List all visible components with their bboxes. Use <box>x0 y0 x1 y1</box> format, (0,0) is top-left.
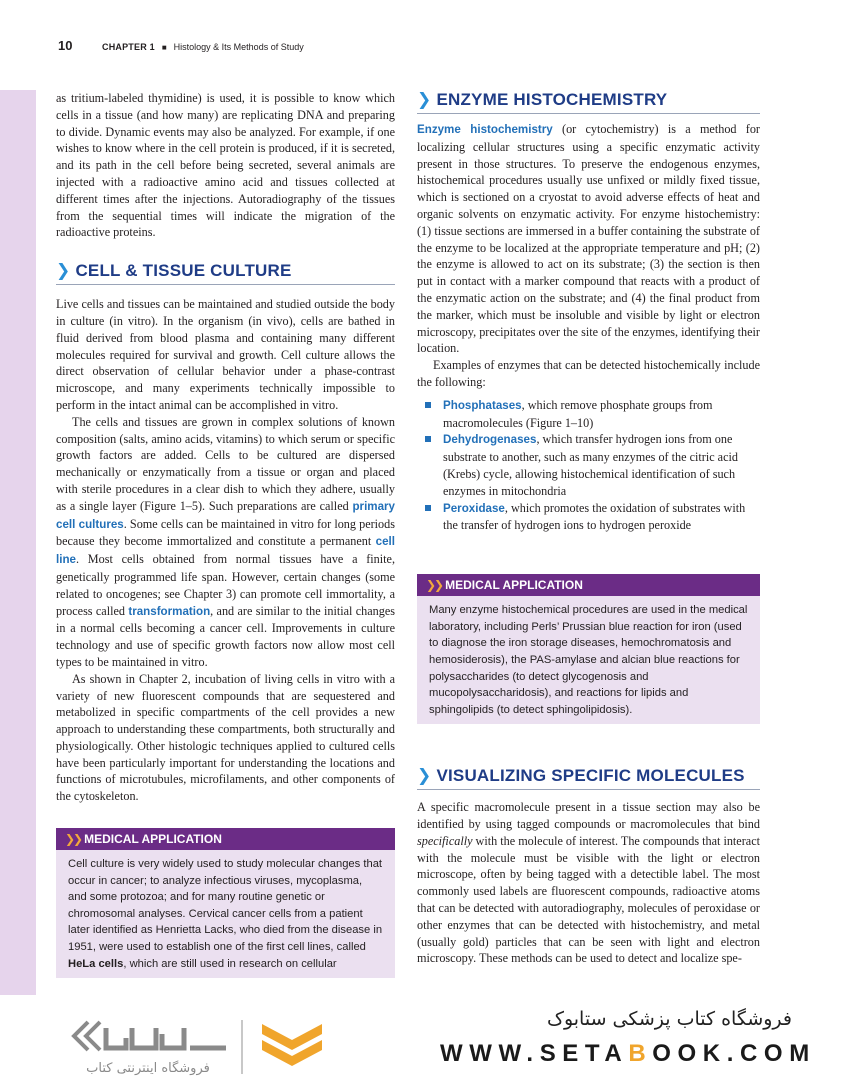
culture-paragraph-1: Live cells and tissues can be maintained and studied outside the body in culture (in vitro). In the organism (in vivo), cells are bathed in fluid derived from blood plasma and containing many different molecules required for survival and growth. Cell culture allows the direct observation of cellular behavior under a phase-contrast microscope, and many experiments technically impossible to perform in the intact animal can be accomplished in vitro. <box>56 297 395 412</box>
double-chevron-icon: ❯❯ <box>65 832 82 847</box>
list-item <box>423 431 760 499</box>
medical-application-text: Many enzyme histochemical procedures are used in the medical laboratory, including Perls’ Prussian blue reaction for iron (used to diagnose the iron storage diseases, hemochromatosis and hemosiderosis), the PAS-amylase and alcian blue reactions for polysaccharides (to detect glycogenosis and mucopolysaccharidosis), and reactions for lipids and sphingolipids (to detect sphingolipidosis). <box>429 604 748 716</box>
shop-name: فروشگاه کتاب پزشکی ستابوک <box>546 1008 792 1030</box>
running-header <box>58 38 304 56</box>
enzyme-paragraph-2: Examples of enzymes that can be detected histochemically include the following: <box>417 358 760 389</box>
medical-application-box-right <box>417 574 760 724</box>
url-accent-letter: B <box>628 1040 653 1067</box>
culture-paragraph-2 <box>56 414 395 671</box>
chevron-icon: ❯ <box>417 766 432 786</box>
chapter-side-tab <box>0 90 36 995</box>
text-run: , which transfer hydrogen ions from one substrate to another, such as many enzymes of the citric acid (Krebs) cycle, allowing histochemical identification of such enzymes in mitochondria <box>443 432 738 498</box>
bullet-square-icon <box>425 436 431 442</box>
keyword-hela-cells: HeLa cells <box>68 957 124 970</box>
medical-application-header <box>56 828 395 850</box>
page-number: 10 <box>58 38 73 53</box>
left-column <box>56 90 395 978</box>
enzyme-list <box>423 397 760 534</box>
text-run: . Most cells obtained from normal tissues have a finite, genetically programmed life span. However, certain changes (some related to oncogenes; see Chapter 3) can promote cell immortality, a process called <box>56 552 395 618</box>
chevron-icon: ❯ <box>417 90 432 109</box>
text-run: (or cytochemistry) is a method for localizing cellular structures using a specific enzymatic activity present in those structures. To preserve the endogenous enzymes, histochemical procedures usually use unfixed or mildly fixed tissue, which is sectioned on a cryostat to avoid adverse effects of heat and organic solvents on enzymatic activity. For enzyme histochemistry: (1) tissue sections are immersed in a buffer containing the substrate of the enzyme to be localized at the appropriate temperature and pH; (2) the enzyme is allowed to act on its substrate; (3) the section is then put in contact with a marker compound that reacts with a product of the enzymatic action on the substrate; and (4) the final product from the marker, which must be insoluble and visible by light or electron microscopy, precipitates over the site of the enzymes, identifying their location. <box>417 122 760 356</box>
molecules-paragraph <box>417 799 760 967</box>
medical-application-text <box>56 850 395 978</box>
keyword-cell-line: cell line <box>56 535 395 567</box>
keyword-phosphatases: Phosphatases <box>443 398 522 412</box>
text-run: , which remove phosphate groups from macromolecules (Figure 1–10) <box>443 397 713 430</box>
double-chevron-icon: ❯❯ <box>426 578 443 593</box>
chapter-title: Histology & Its Methods of Study <box>173 42 304 52</box>
text-run: The cells and tissues are grown in complex solutions of known composition (salts, amino acids, vitamins) to which serum or specific growth factors are added. Cells to be cultured are dispersed mechanically or enzymatically from a tissue or organ and placed with sterile procedures in a clear dish to which they adhere, usually as a single layer (Figure 1–5). Such preparations are called <box>56 414 395 513</box>
enzyme-paragraph-1 <box>417 121 760 357</box>
section-heading-cell-tissue-culture <box>56 261 395 285</box>
bullet-square-icon <box>425 402 431 408</box>
medical-application-title: MEDICAL APPLICATION <box>84 832 222 847</box>
logo-subtitle: فروشگاه اینترنتی کتاب <box>86 1061 210 1076</box>
section-heading-visualizing-specific-molecules <box>417 766 760 790</box>
intro-paragraph: as tritium-labeled thymidine) is used, it is possible to know which cells in a tissue (and how many) are replicating DNA and preparing to divide. Dynamic events may also be analyzed. For example, if one wishes to know where in the cell protein is produced, if it is secreted, and its path in the cell before being secreted, several animals are injected with a radioactive amino acid and tissues collected at different times after the injections. Autoradiography of the tissues from the sequential times will indicate the migration of the radioactive proteins. <box>56 91 395 240</box>
text-run: , and are similar to the initial changes in a normal cells becoming a cancer cell. Improvements in culture technology and use of specific growth factors now allow most cell types to be maintained in vitro. <box>56 603 395 669</box>
bullet-square-icon <box>425 505 431 511</box>
right-column <box>417 90 760 967</box>
section-heading-enzyme-histochemistry <box>417 90 760 114</box>
keyword-enzyme-histochemistry: Enzyme histochemistry <box>417 123 553 136</box>
url-part: OOK.COM <box>652 1040 816 1067</box>
section-title: ENZYME HISTOCHEMISTRY <box>436 90 668 109</box>
setabook-logo <box>66 1014 336 1080</box>
text-run: , which are still used in research on cellular <box>123 957 337 970</box>
shop-url <box>440 1040 816 1068</box>
section-title: CELL & TISSUE CULTURE <box>75 261 292 281</box>
header-separator: ■ <box>161 43 167 52</box>
emphasis-specifically: specifically <box>417 833 473 848</box>
culture-paragraph-3: As shown in Chapter 2, incubation of living cells in vitro with a variety of new fluorescent compounds that are sequestered and metabolized in specific compartments of the cell provides a new approach to understanding these compartments, both structurally and physiologically. Other histologic techniques applied to cultured cells have been particularly important for understanding the locations and functions of microtubules, microfilaments, and other components of the cytoskeleton. <box>56 671 395 804</box>
keyword-dehydrogenases: Dehydrogenases <box>443 433 537 447</box>
keyword-peroxidase: Peroxidase <box>443 501 505 515</box>
medical-application-title: MEDICAL APPLICATION <box>445 578 583 593</box>
medical-application-box-left <box>56 828 395 978</box>
text-run: A specific macromolecule present in a tissue section may also be identified by using tagged compounds or macromolecules that bind <box>417 800 760 832</box>
text-run: with the molecule of interest. The compounds that interact with the molecule must be visible with the light or electron microscope, often by being tagged with a detectible label. The most commonly used labels are fluorescent compounds, radioactive atoms that can be detected with autoradiography, molecules of peroxidase or other enzymes that can be detected with histochemistry, and metal (usually gold) particles that can be seen with light and electron microscopy. These methods can be used to detect and localize spe- <box>417 833 760 966</box>
chapter-label: CHAPTER 1 <box>102 42 155 52</box>
keyword-transformation: transformation <box>128 604 211 618</box>
medical-application-header <box>417 574 760 596</box>
text-run: . Some cells can be maintained in vitro for long periods because they become immortalized and constitute a permanent <box>56 516 395 549</box>
text-run: Cell culture is very widely used to study molecular changes that occur in cancer; to analyze infectious viruses, mycoplasma, and some protozoa; and for many routine genetic or chromosomal analyses. Cervical cancer cells from a patient later identified as Henrietta Lacks, who died from the disease in 1951, were used to establish one of the first cell lines, called <box>68 858 383 954</box>
section-title: VISUALIZING SPECIFIC MOLECULES <box>436 766 745 786</box>
list-item <box>423 500 760 535</box>
url-part: WWW.SETA <box>440 1040 629 1067</box>
text-run: , which promotes the oxidation of substrates with the transfer of hydrogen ions to hydrogen peroxide <box>443 500 746 533</box>
list-item <box>423 397 760 432</box>
chevron-icon: ❯ <box>56 261 71 281</box>
keyword-primary-cell-cultures: primary cell cultures <box>56 499 395 531</box>
